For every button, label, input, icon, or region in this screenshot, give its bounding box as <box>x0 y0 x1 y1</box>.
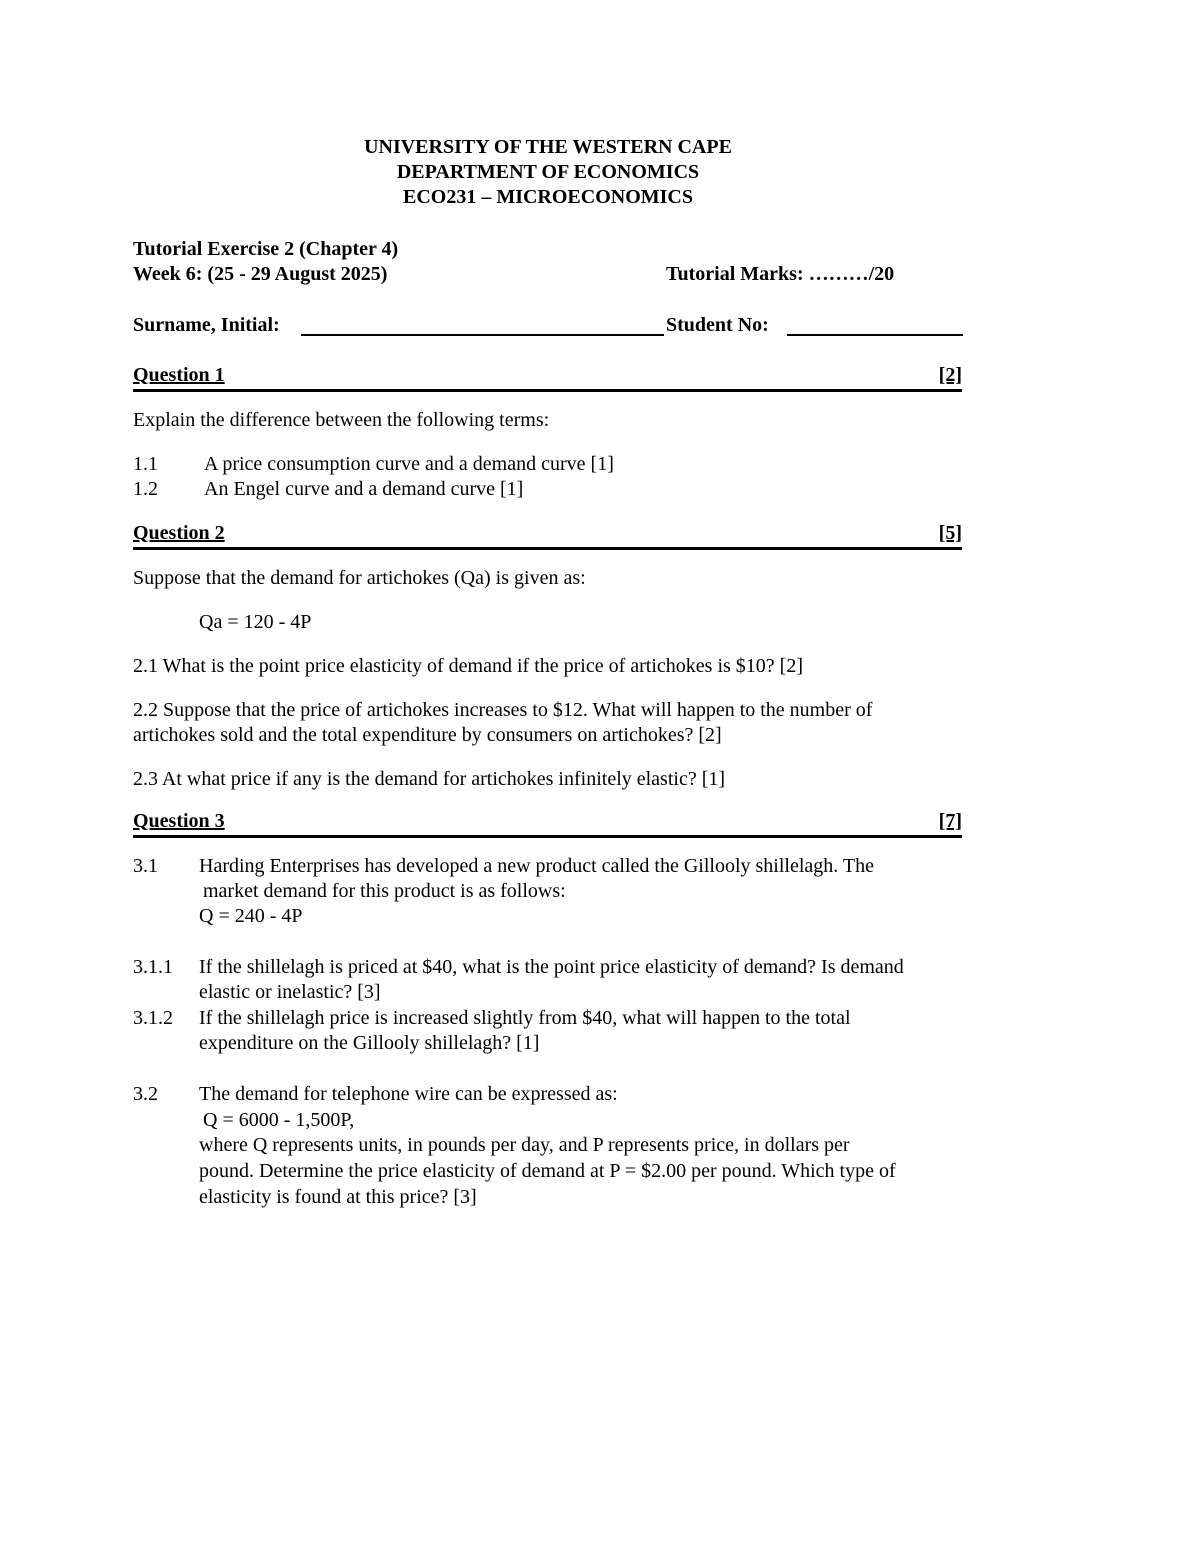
surname-field-line[interactable] <box>301 334 664 336</box>
surname-label: Surname, Initial: <box>133 314 280 336</box>
question-2-title: Question 2 <box>133 522 225 544</box>
question-3-1-2-number: 3.1.2 <box>133 1007 173 1029</box>
question-3-2-equation: Q = 6000 - 1,500P, <box>203 1109 355 1131</box>
question-3-1-2-line-1: If the shillelagh price is increased slightly from $40, what will happen to the total <box>199 1007 851 1029</box>
question-1-marks: [2] <box>938 364 962 386</box>
student-no-field-line[interactable] <box>787 334 963 336</box>
question-3-2-number: 3.2 <box>133 1083 158 1105</box>
question-3-1-2-line-2: expenditure on the Gillooly shillelagh? [1] <box>199 1032 540 1054</box>
question-3-title: Question 3 <box>133 810 225 832</box>
question-3-1-1-line-2: elastic or inelastic? [3] <box>199 981 381 1003</box>
question-2-2-line-1: 2.2 Suppose that the price of artichokes increases to $12. What will happen to the number of <box>133 699 873 721</box>
question-2-1: 2.1 What is the point price elasticity of demand if the price of artichokes is $10? [2] <box>133 655 803 677</box>
item-1-1-text: A price consumption curve and a demand curve [1] <box>204 453 614 475</box>
question-3-marks: [7] <box>938 810 962 832</box>
demand-equation: Qa = 120 - 4P <box>199 611 312 633</box>
student-no-label: Student No: <box>666 314 769 336</box>
question-3-heading <box>133 809 962 838</box>
course-title: ECO231 – MICROECONOMICS <box>402 186 693 208</box>
question-2-marks: [5] <box>938 522 962 544</box>
question-1-intro: Explain the difference between the following terms: <box>133 409 550 431</box>
university-name: UNIVERSITY OF THE WESTERN CAPE <box>364 136 732 158</box>
item-1-2-number: 1.2 <box>133 478 158 500</box>
question-3-1-1-number: 3.1.1 <box>133 956 173 978</box>
question-2-heading <box>133 521 962 550</box>
question-3-1-1-line-1: If the shillelagh is priced at $40, what is the point price elasticity of demand? Is demand <box>199 956 904 978</box>
department-name: DEPARTMENT OF ECONOMICS <box>396 161 700 183</box>
question-1-title: Question 1 <box>133 364 225 386</box>
question-3-1-line-1: Harding Enterprises has developed a new product called the Gillooly shillelagh. The <box>199 855 874 877</box>
question-2-3: 2.3 At what price if any is the demand for artichokes infinitely elastic? [1] <box>133 768 726 790</box>
tutorial-marks: Tutorial Marks: ………/20 <box>666 263 895 285</box>
question-2-intro: Suppose that the demand for artichokes (Qa) is given as: <box>133 567 586 589</box>
question-3-1-equation: Q = 240 - 4P <box>199 905 303 927</box>
item-1-2-text: An Engel curve and a demand curve [1] <box>204 478 524 500</box>
week-label: Week 6: (25 - 29 August 2025) <box>133 263 388 285</box>
question-3-1-line-2: market demand for this product is as follows: <box>203 880 566 902</box>
question-3-2-line-1: The demand for telephone wire can be expressed as: <box>199 1083 618 1105</box>
question-3-2-line-4: pound. Determine the price elasticity of demand at P = $2.00 per pound. Which type of <box>199 1160 896 1182</box>
question-3-2-line-5: elasticity is found at this price? [3] <box>199 1186 477 1208</box>
question-3-1-number: 3.1 <box>133 855 158 877</box>
question-3-2-line-3: where Q represents units, in pounds per day, and P represents price, in dollars per <box>199 1134 850 1156</box>
tutorial-title: Tutorial Exercise 2 (Chapter 4) <box>133 238 399 260</box>
question-2-2-line-2: artichokes sold and the total expenditure by consumers on artichokes? [2] <box>133 724 722 746</box>
item-1-1-number: 1.1 <box>133 453 158 475</box>
question-1-heading <box>133 363 962 392</box>
